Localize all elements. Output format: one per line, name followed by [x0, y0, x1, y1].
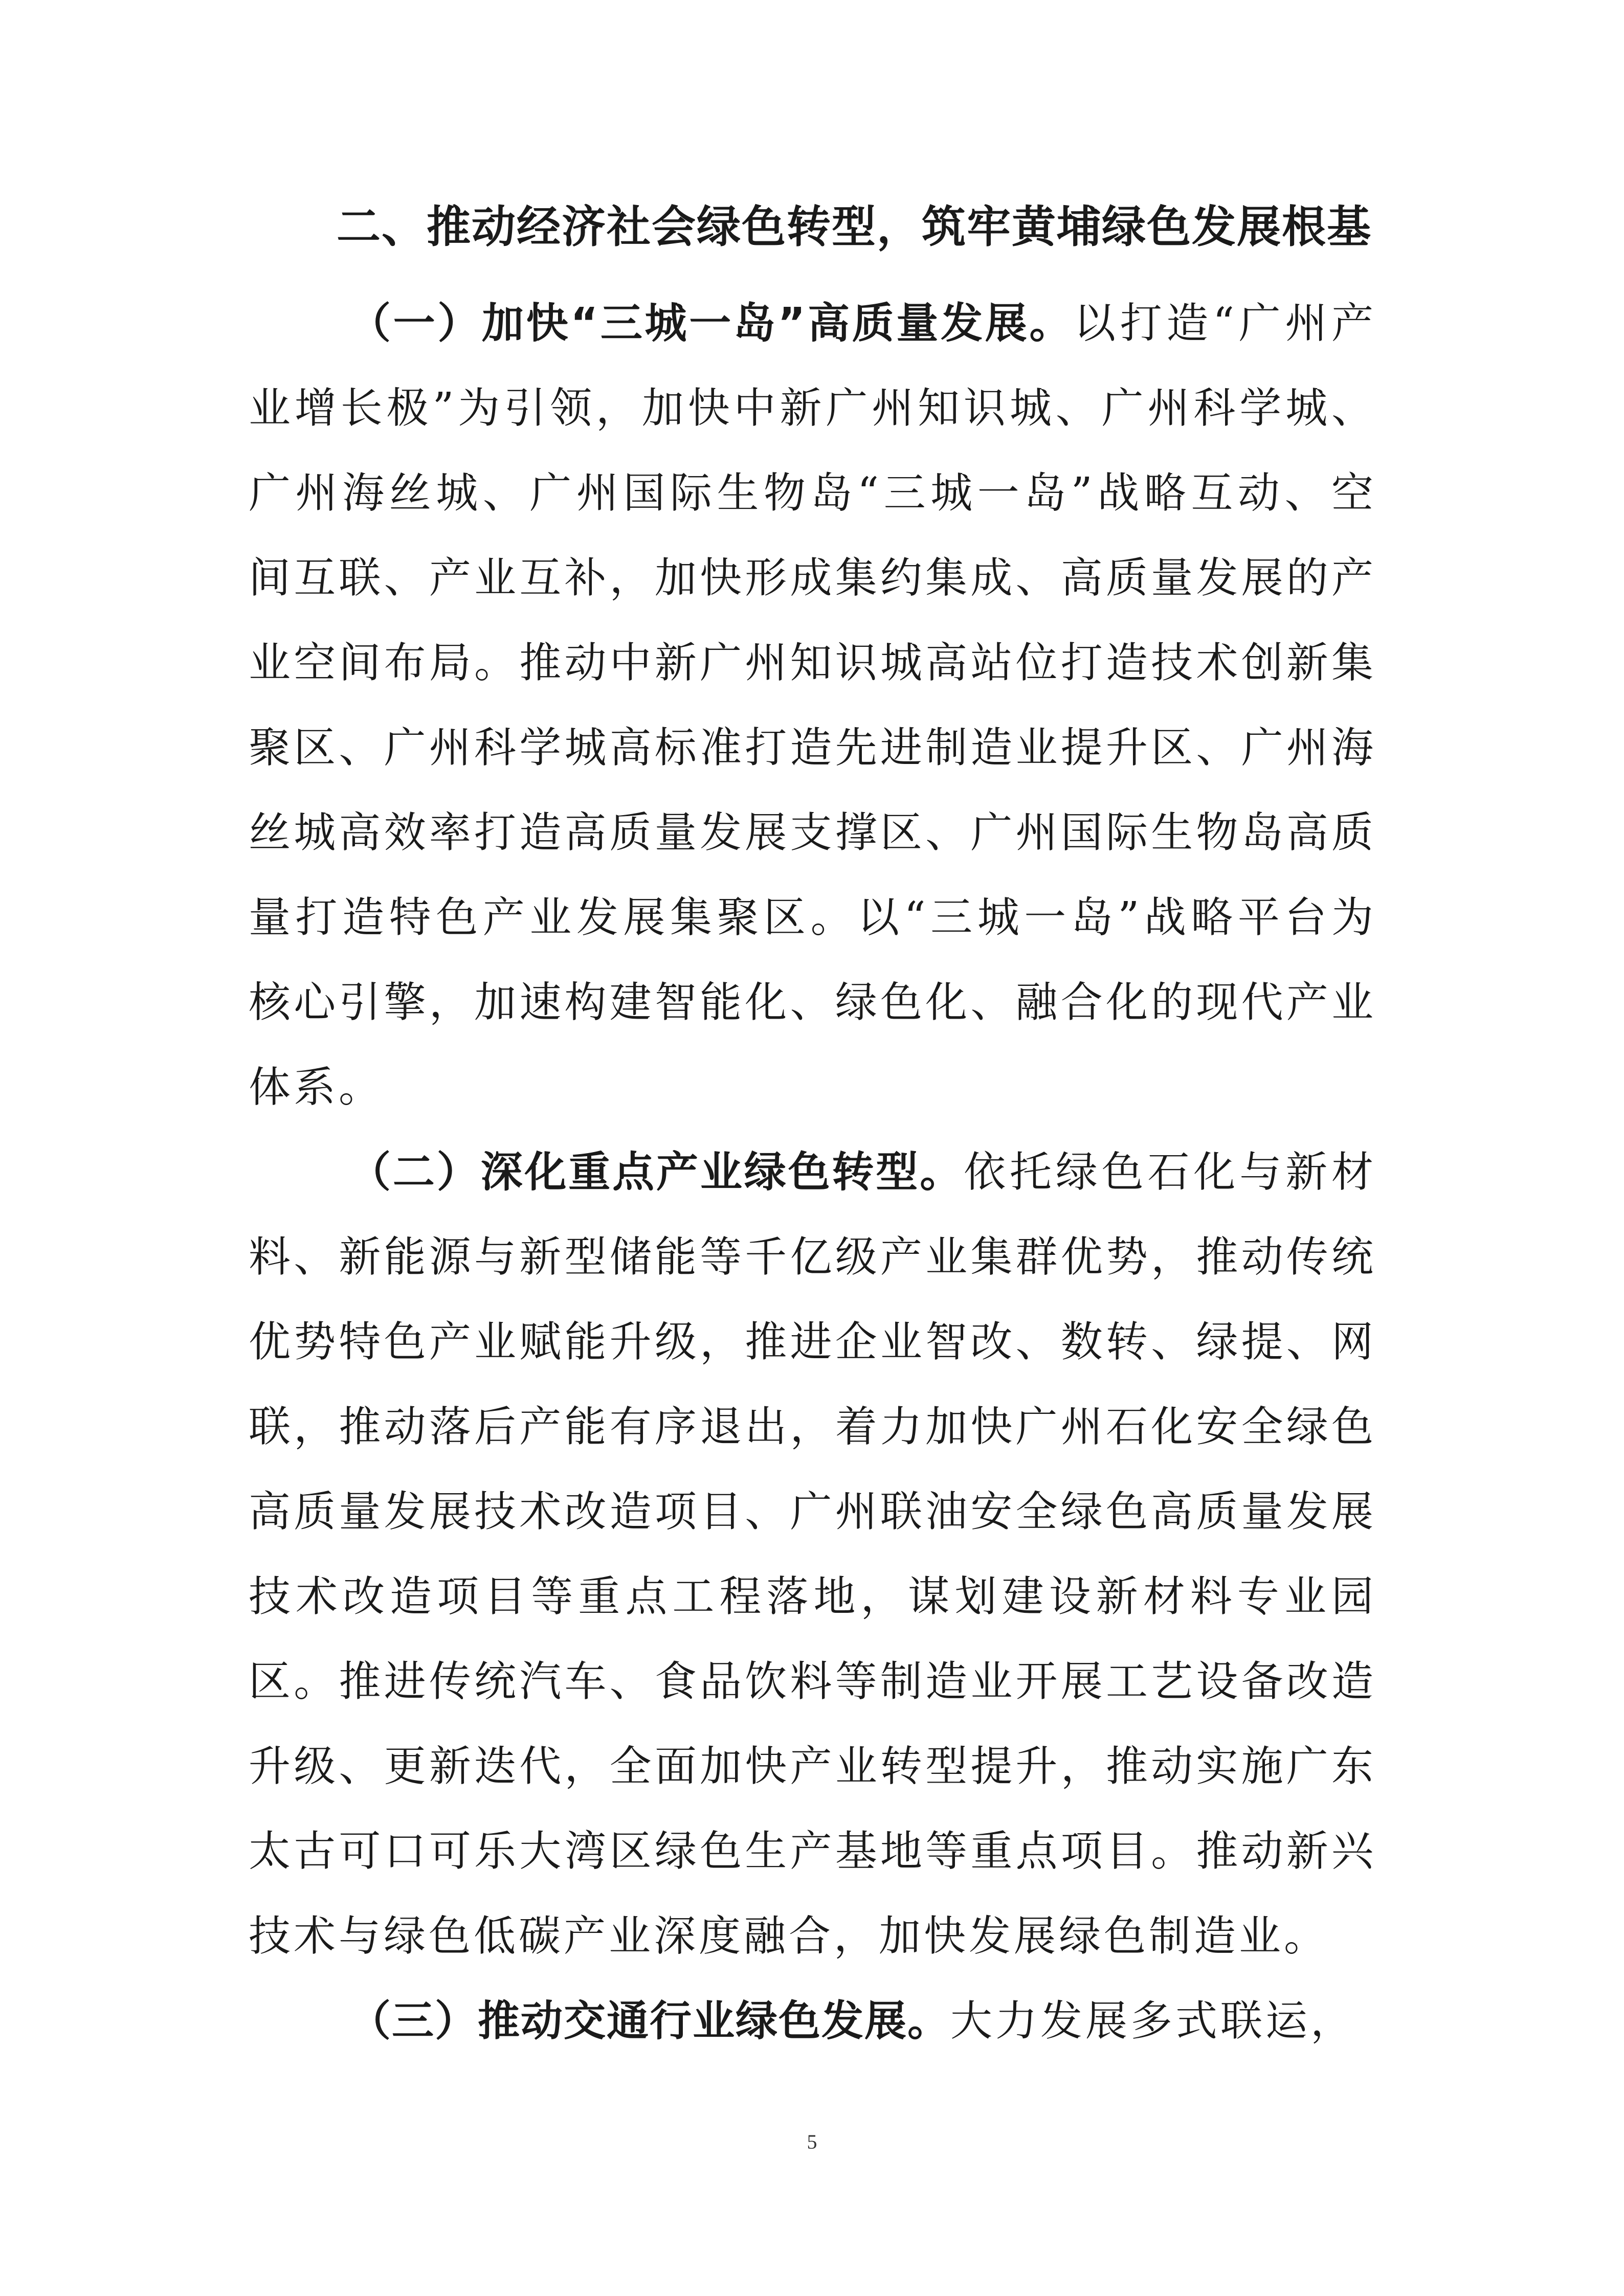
paragraph-3	[249, 1979, 1376, 2064]
paragraph-body: 以打造“广州产业增长极”为引领，加快中新广州知识城、广州科学城、广州海丝城、广州国际生物岛“三城一岛”战略互动、空间互联、产业互补，加快形成集约集成、高质量发展的产业空间布局。推动中新广州知识城高站位打造技术创新集聚区、广州科学城高标准打造先进制造业提升区、广州海丝城高效率打造高质量发展支撑区、广州国际生物岛高质量打造特色产业发展集聚区。以“三城一岛”战略平台为核心引擎，加速构建智能化、绿色化、融合化的现代产业体系。	[249, 299, 1377, 1112]
paragraph-heading: （二）深化重点产业绿色转型。	[349, 1148, 964, 1197]
paragraph-body: 大力发展多式联运，	[950, 1997, 1356, 2045]
section-heading: 二、推动经济社会绿色转型，筑牢黄埔绿色发展根基	[337, 201, 1372, 253]
paragraph-heading: （一）加快“三城一岛”高质量发展。	[349, 299, 1074, 348]
paragraph-2	[249, 1130, 1376, 1979]
page-number: 5	[807, 2130, 817, 2153]
page-content	[249, 196, 1376, 2064]
paragraph-body: 依托绿色石化与新材料、新能源与新型储能等千亿级产业集群优势，推动传统优势特色产业赋能升级，推进企业智改、数转、绿提、网联，推动落后产能有序退出，着力加快广州石化安全绿色高质量发展技术改造项目、广州联油安全绿色高质量发展技术改造项目等重点工程落地，谋划建设新材料专业园区。推进传统汽车、食品饮料等制造业开展工艺设备改造升级、更新迭代，全面加快产业转型提升，推动实施广东太古可口可乐大湾区绿色生产基地等重点项目。推动新兴技术与绿色低碳产业深度融合，加快发展绿色制造业。	[249, 1148, 1376, 1961]
paragraph-heading: （三）推动交通行业绿色发展。	[349, 1997, 951, 2045]
paragraph-1	[249, 281, 1376, 1130]
